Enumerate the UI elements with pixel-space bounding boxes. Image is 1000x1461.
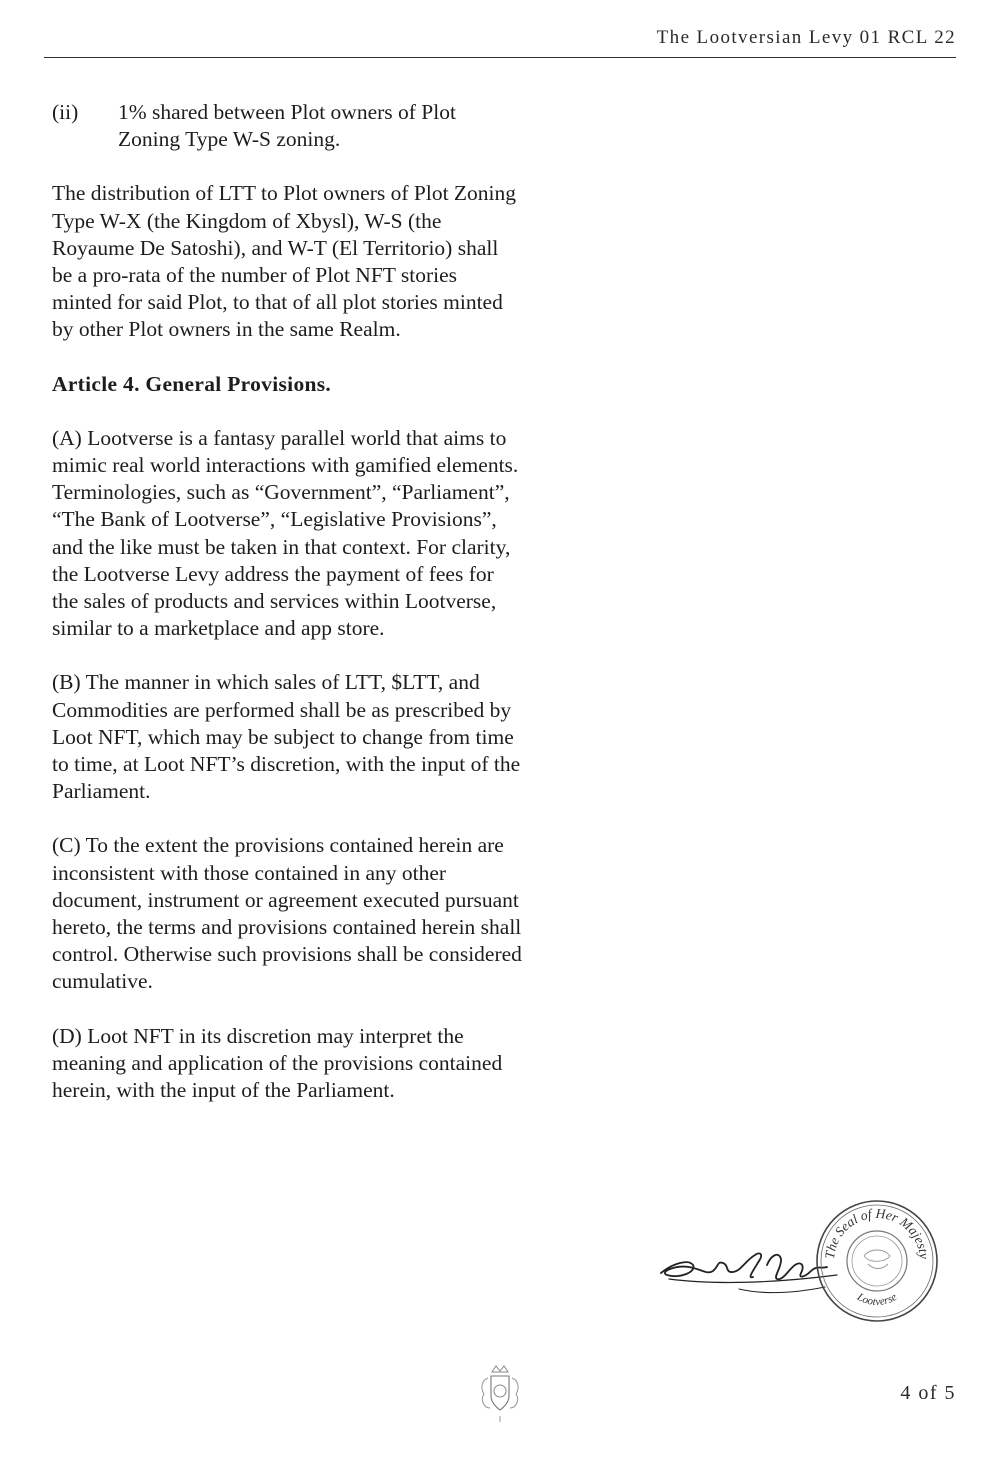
article-heading: Article 4. General Provisions.	[52, 371, 332, 396]
document-title: The Lootversian Levy 01 RCL 22	[656, 27, 956, 48]
crest-icon	[476, 1364, 524, 1426]
seal-icon	[814, 1198, 940, 1324]
list-item-marker: (ii)	[52, 100, 79, 124]
provision-b: (B) The manner in which sales of LTT, $LTT, and Commodities are performed shall be as prescribed by Loot NFT, which may be subject to change from time to time, at Loot NFT’s discretion, with the input of the Parliament.	[52, 670, 521, 804]
svg-text:The Seal of Her Majesty: The Seal of Her Majesty	[821, 1205, 932, 1260]
provision-d: (D) Loot NFT in its discretion may interpret the meaning and application of the provisions contained herein, with the input of the Parliament.	[52, 1023, 503, 1103]
provision-a: (A) Lootverse is a fantasy parallel world that aims to mimic real world interactions with gamified elements. Terminologies, such as “Government”, “Parliament”, “The Bank of Lootverse”, “Legislative Provisions”, and the like must be taken in that context. For clarity, the Lootverse Levy address the payment of fees for the sales of products and services within Lootverse, similar to a marketplace and app store.	[52, 425, 519, 641]
svg-text:Lootverse: Lootverse	[854, 1291, 900, 1309]
document-body	[52, 99, 522, 1104]
list-item-ii	[52, 99, 522, 153]
page-number: 4 of 5	[900, 1382, 956, 1404]
header-divider	[44, 57, 956, 58]
distribution-paragraph: The distribution of LTT to Plot owners of Plot Zoning Type W-X (the Kingdom of Xbysl), W-S (the Royaume De Satoshi), and W-T (El Territorio) shall be a pro-rata of the number of Plot NFT stories minted for said Plot, to that of all plot stories minted by other Plot owners in the same Realm.	[52, 181, 517, 342]
provision-c: (C) To the extent the provisions contained herein are inconsistent with those contained in any other document, instrument or agreement executed pursuant hereto, the terms and provisions contained herein shall control. Otherwise such provisions shall be considered cumulative.	[52, 833, 522, 994]
list-item-text: 1% shared between Plot owners of Plot Zoning Type W-S zoning.	[118, 100, 456, 152]
